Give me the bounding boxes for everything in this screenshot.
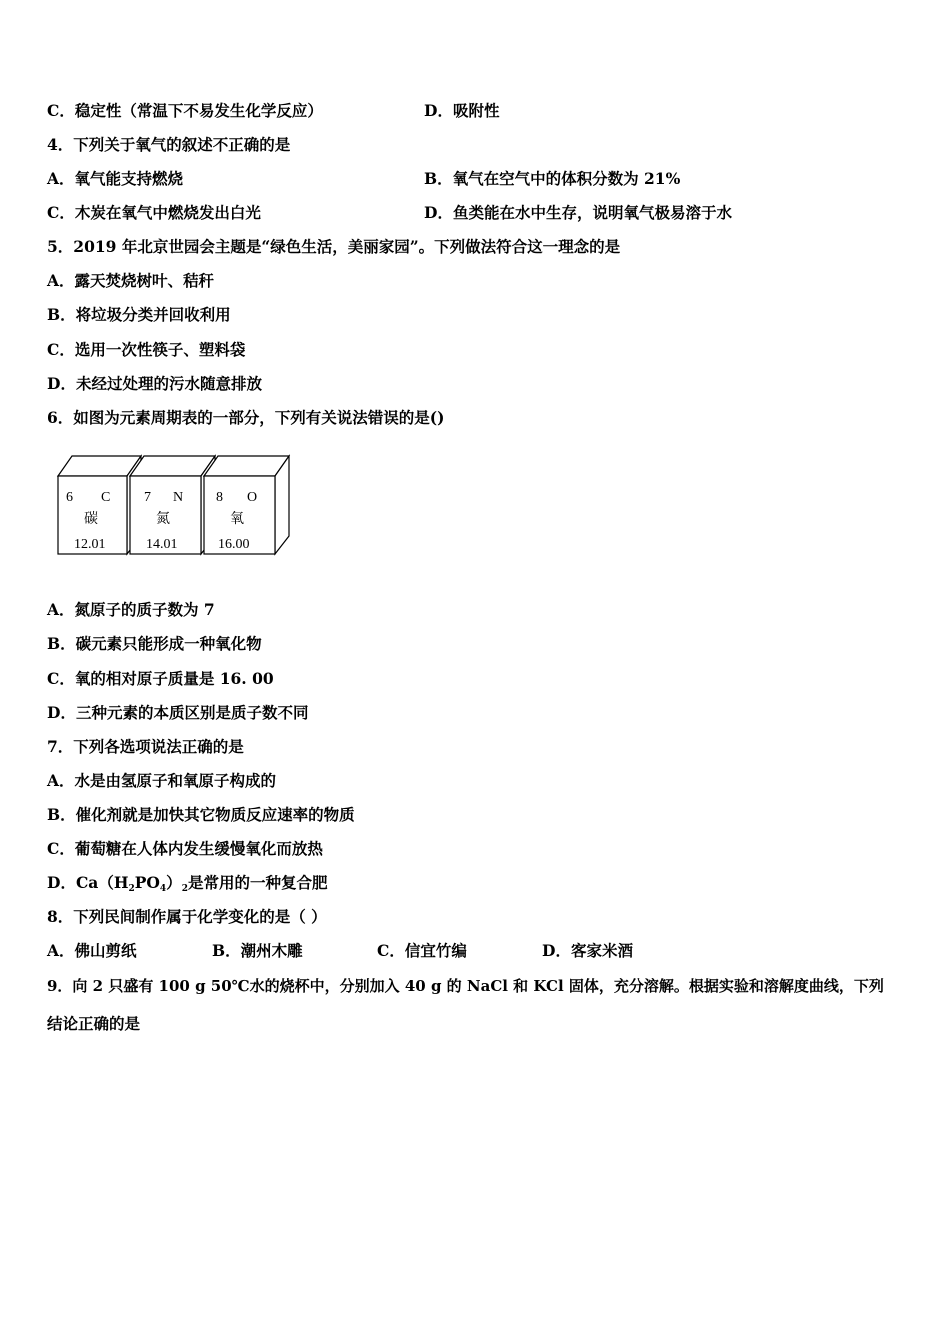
q4-stem: 4．下列关于氧气的叙述不正确的是 — [47, 135, 291, 154]
q7-option-d-sub: 2 — [128, 884, 135, 894]
q4-option-d: D．鱼类能在水中生存，说明氧气极易溶于水 — [424, 203, 732, 222]
q7-option-d-text: PO — [134, 873, 160, 892]
element-symbol-nitrogen: N — [173, 490, 184, 505]
q3-option-c: C．稳定性（常温下不易发生化学反应） — [47, 101, 323, 120]
element-number-carbon: 6 — [66, 490, 73, 505]
q7-option-d-text: 是常用的一种复合肥 — [187, 873, 328, 892]
q5-option-c: C．选用一次性筷子、塑料袋 — [47, 340, 246, 359]
q6-option-d: D．三种元素的本质区别是质子数不同 — [47, 703, 309, 722]
q4-options-row-2 — [47, 203, 732, 223]
q7-option-b: B．催化剂就是加快其它物质反应速率的物质 — [47, 805, 355, 824]
q7-option-c: C．葡萄糖在人体内发生缓慢氧化而放热 — [47, 839, 323, 858]
element-name-carbon: 碳 — [84, 512, 98, 527]
q6-option-a: A．氮原子的质子数为 7 — [47, 600, 215, 619]
element-symbol-carbon: C — [101, 490, 111, 505]
q4-option-a: A．氧气能支持燃烧 — [47, 169, 184, 188]
q5-stem: 5．2019 年北京世园会主题是“绿色生活，美丽家园”。下列做法符合这一理念的是 — [47, 237, 621, 256]
q9-stem-line-2: 结论正确的是 — [47, 1014, 141, 1033]
q7-stem: 7．下列各选项说法正确的是 — [47, 737, 244, 756]
q8-option-b: B．潮州木雕 — [212, 941, 303, 960]
element-mass-oxygen: 16.00 — [218, 537, 250, 552]
q3-option-d: D．吸附性 — [424, 101, 500, 120]
q7-option-d-sub: 4 — [159, 884, 167, 894]
element-name-nitrogen: 氮 — [156, 512, 170, 527]
q7-option-a: A．水是由氢原子和氧原子构成的 — [47, 771, 277, 790]
q8-stem: 8．下列民间制作属于化学变化的是（ ） — [47, 907, 327, 926]
q7-option-d-sub: 2 — [181, 884, 188, 894]
element-mass-carbon: 12.01 — [74, 537, 106, 552]
q8-option-a: A．佛山剪纸 — [47, 941, 137, 960]
q5-option-d: D．未经过处理的污水随意排放 — [47, 374, 262, 393]
element-box-nitrogen-top — [130, 456, 215, 476]
element-mass-nitrogen: 14.01 — [146, 537, 178, 552]
q9-stem-line-1: 9．向 2 只盛有 100 g 50℃水的烧杯中，分别加入 40 g 的 NaCl 和 KCl 固体，充分溶解。根据实验和溶解度曲线，下列 — [47, 977, 884, 995]
element-name-oxygen: 氧 — [230, 512, 244, 527]
q6-option-c: C．氧的相对原子质量是 16. 00 — [47, 669, 274, 688]
periodic-table-figure — [55, 452, 295, 560]
element-number-nitrogen: 7 — [144, 490, 151, 505]
q5-option-b: B．将垃圾分类并回收利用 — [47, 305, 231, 324]
q8-option-d: D．客家米酒 — [542, 941, 633, 960]
element-symbol-oxygen: O — [247, 490, 258, 505]
q8-option-c: C．信宜竹编 — [377, 941, 467, 960]
q5-option-a: A．露天焚烧树叶、秸秆 — [47, 271, 215, 290]
q4-option-b: B．氧气在空气中的体积分数为 21% — [424, 169, 681, 188]
q4-option-c: C．木炭在氧气中燃烧发出白光 — [47, 203, 261, 222]
q7-option-d — [47, 873, 327, 899]
q8-options-row — [47, 941, 633, 961]
q3-options-row — [47, 101, 500, 121]
q6-option-b: B．碳元素只能形成一种氧化物 — [47, 634, 262, 653]
element-box-oxygen-top — [204, 456, 289, 476]
q7-option-d-text: ） — [166, 873, 182, 892]
q7-option-d-text: D．Ca（H — [47, 873, 129, 892]
q6-stem: 6．如图为元素周期表的一部分，下列有关说法错误的是() — [47, 408, 445, 427]
element-number-oxygen: 8 — [216, 490, 223, 505]
q4-options-row-1 — [47, 169, 681, 189]
